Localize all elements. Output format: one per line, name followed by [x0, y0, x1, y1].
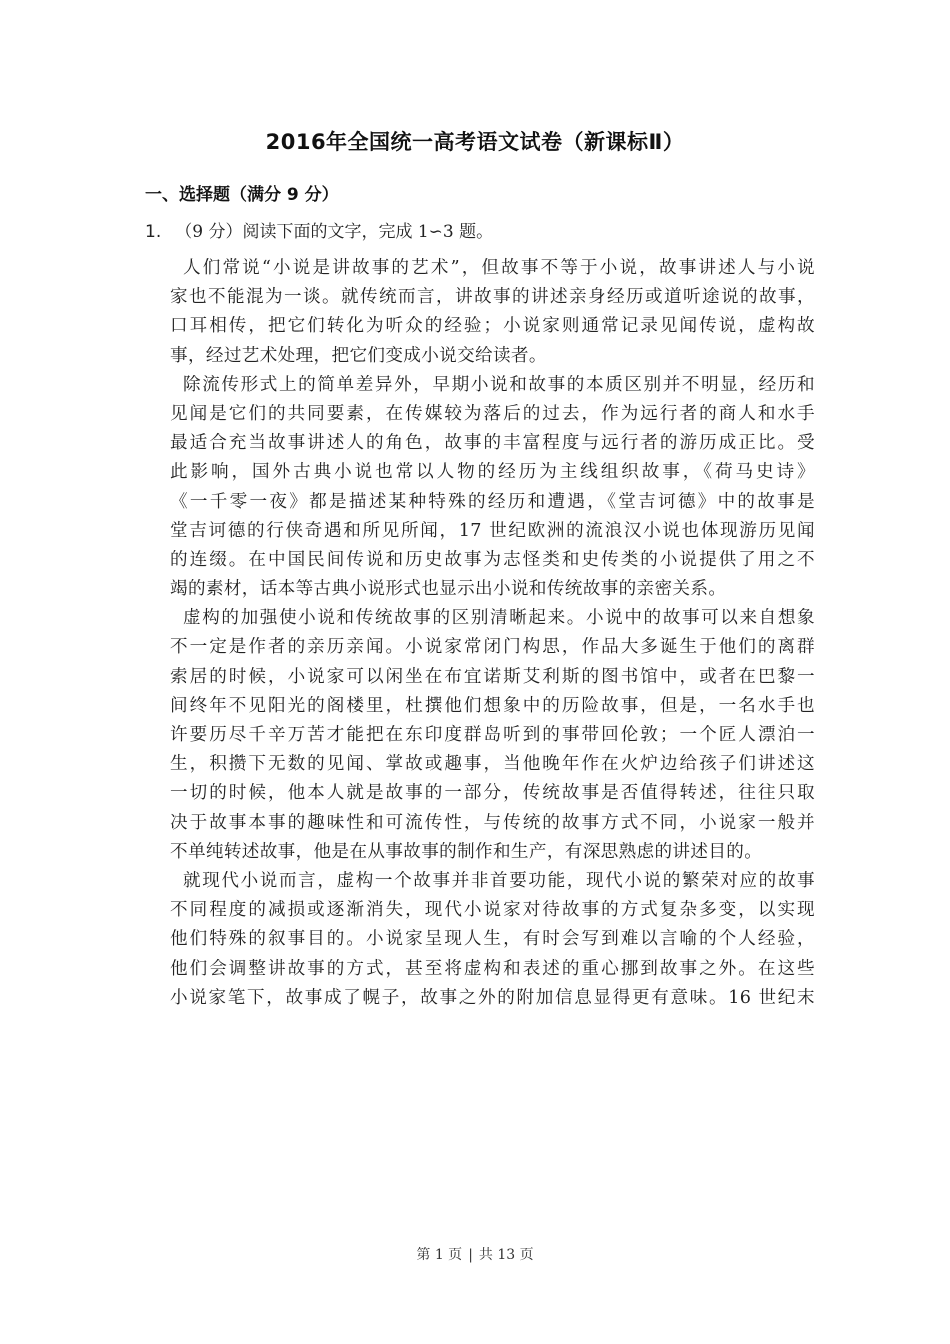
text-line: 不单纯转述故事，他是在从事故事的制作和生产，有深思熟虑的讲述目的。: [170, 841, 763, 862]
text-line: 竭的素材，话本等古典小说形式也显示出小说和传统故事的亲密关系。: [170, 579, 727, 600]
text-line: 许要历尽千辛万苦才能把在东印度群岛听到的事带回伦敦；一个匠人漂泊一: [170, 725, 815, 745]
page-title: 2016年全国统一高考语文试卷（新课标Ⅱ）: [265, 130, 685, 154]
page-total: 共 13 页: [478, 1247, 534, 1263]
paragraph: [170, 254, 815, 371]
text-line: 《一千零一夜》都是描述某种特殊的经历和遭遇，《堂吉诃德》中的故事是: [170, 491, 815, 512]
section-heading: 一、选择题（满分 9 分）: [145, 185, 339, 205]
text-line: 生，积攒下无数的见闻、掌故或趣事，当他晚年作在火炉边给孩子们讲述这: [170, 754, 815, 775]
text-line: 除流传形式上的简单差异外，早期小说和故事的本质区别并不明显，经历和: [183, 374, 815, 395]
paragraph: [170, 371, 815, 605]
page-number: 第 1 页: [416, 1247, 463, 1263]
text-line: 事，经过艺术处理，把它们变成小说交给读者。: [170, 345, 547, 366]
text-line: 决于故事本事的趣味性和可流传性，与传统的故事方式不同，小说家一般并: [170, 812, 815, 833]
text-line: 堂吉诃德的行侠奇遇和所见所闻，17 世纪欧洲的流浪汉小说也体现游历见闻: [170, 520, 815, 541]
text-line: 他们会调整讲故事的方式，甚至将虚构和表述的重心挪到故事之外。在这些: [170, 958, 815, 979]
paragraph: [170, 867, 815, 1013]
text-line: 虚构的加强使小说和传统故事的区别清晰起来。小说中的故事可以来自想象: [183, 608, 815, 629]
question-stem: [145, 217, 493, 242]
text-line: 不同程度的减损或逐渐消失，现代小说家对待故事的方式复杂多变，以实现: [170, 900, 815, 921]
text-line: 索居的时候，小说家可以闲坐在布宜诺斯艾利斯的图书馆中，或者在巴黎一: [170, 666, 815, 687]
question-number: 1.: [145, 222, 162, 242]
footer-separator: |: [468, 1247, 473, 1263]
page-footer: [0, 1244, 950, 1264]
text-line: 小说家笔下，故事成了幌子，故事之外的附加信息显得更有意味。16 世纪末: [170, 987, 815, 1008]
text-line: 最适合充当故事讲述人的角色，故事的丰富程度与远行者的游历成正比。受: [170, 433, 815, 454]
text-line: 间终年不见阳光的阁楼里，杜撰他们想象中的历险故事，但是，一名水手也: [170, 695, 815, 716]
text-line: 一切的时候，他本人就是故事的一部分，传统故事是否值得转述，往往只取: [170, 783, 815, 804]
text-line: 见闻是它们的共同要素，在传媒较为落后的过去，作为远行者的商人和水手: [170, 403, 815, 424]
text-line: 此影响，国外古典小说也常以人物的经历为主线组织故事，《荷马史诗》: [170, 462, 815, 483]
paragraph: [170, 604, 815, 867]
text-line: 口耳相传，把它们转化为听众的经验；小说家则通常记录见闻传说，虚构故: [170, 316, 815, 337]
text-line: 家也不能混为一谈。就传统而言，讲故事的讲述亲身经历或道听途说的故事，: [170, 287, 815, 308]
text-line: 的连缀。在中国民间传说和历史故事为志怪类和史传类的小说提供了用之不: [170, 549, 815, 570]
text-line: 不一定是作者的亲历亲闻。小说家常闭门构思，作品大多诞生于他们的离群: [170, 637, 815, 658]
reading-passage: [170, 254, 815, 1013]
question-text: （9 分）阅读下面的文字，完成 1∽3 题。: [175, 222, 494, 242]
text-line: 他们特殊的叙事目的。小说家呈现人生，有时会写到难以言喻的个人经验，: [170, 929, 815, 950]
text-line: 就现代小说而言，虚构一个故事并非首要功能，现代小说的繁荣对应的故事: [183, 870, 815, 891]
text-line: 人们常说“小说是讲故事的艺术”，但故事不等于小说，故事讲述人与小说: [183, 258, 815, 278]
